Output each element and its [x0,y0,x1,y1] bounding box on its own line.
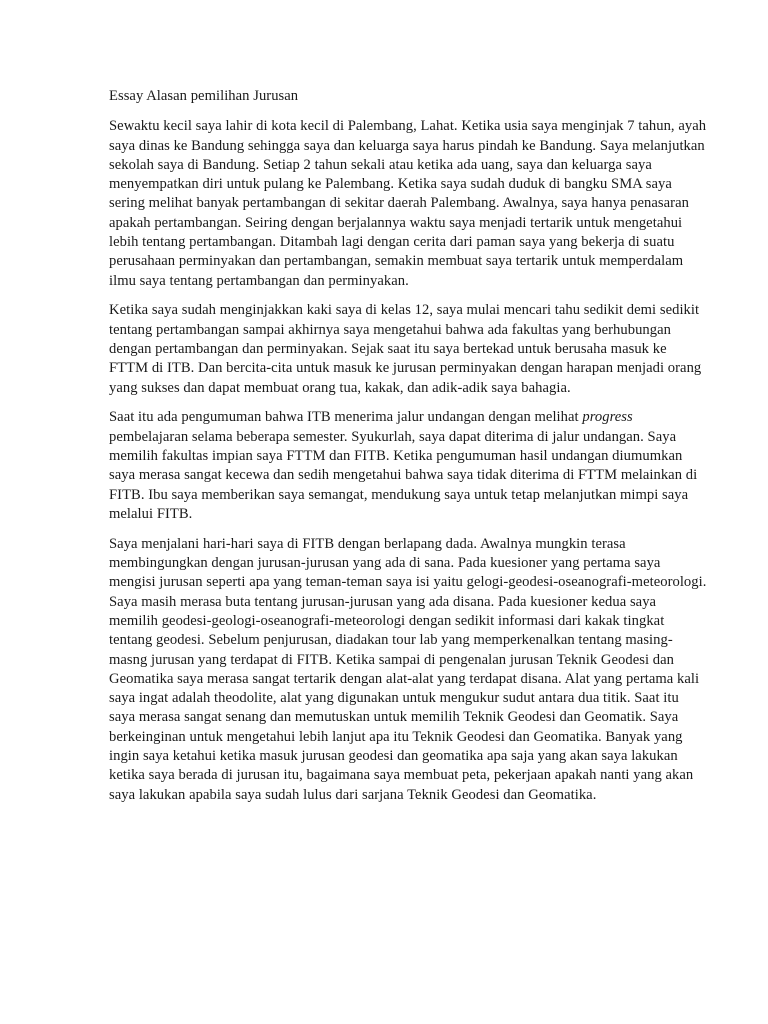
paragraph-1: Sewaktu kecil saya lahir di kota kecil di Palembang, Lahat. Ketika usia saya menginjak 7 tahun, ayah saya dinas ke Bandung sehingga saya dan keluarga saya harus pindah ke Bandung. Saya melanjutkan sekolah saya di Bandung. Setiap 2 tahun sekali atau ketika ada uang, saya dan keluarga saya menyempatkan diri untuk pulang ke Palembang. Ketika saya sudah duduk di bangku SMA saya sering melihat banyak pertambangan di sekitar daerah Palembang. Awalnya, saya hanya penasaran apakah pertambangan. Seiring dengan berjalannya waktu saya menjadi tertarik untuk mengetahui lebih tentang pertambangan. Ditambah lagi dengan cerita dari paman saya yang bekerja di suatu perusahaan perminyakan dan pertambangan, semakin membuat saya tertarik untuk memperdalam ilmu saya tentang pertambangan dan perminyakan. [109,118,707,289]
paragraph-3 [109,408,708,524]
paragraph-3-text-before: Saat itu ada pengumuman bahwa ITB menerima jalur undangan dengan melihat [109,409,583,426]
paragraph-2: Ketika saya sudah menginjakkan kaki saya di kelas 12, saya mulai mencari tahu sedikit demi sedikit tentang pertambangan sampai akhirnya saya mengetahui bahwa ada fakultas yang berhubungan dengan pertambangan dan perminyakan. Sejak saat itu saya bertekad untuk berusaha masuk ke FTTM di ITB. Dan bercita-cita untuk masuk ke jurusan perminyakan dengan harapan menjadi orang yang sukses dan dapat membuat orang tua, kakak, dan adik-adik saya bahagia. [109,302,702,396]
paragraph-3-italic-word: progress [582,409,633,426]
essay-title: Essay Alasan pemilihan Jurusan [109,88,299,104]
paragraph-4: Saya menjalani hari-hari saya di FITB dengan berlapang dada. Awalnya mungkin terasa membingungkan dengan jurusan-jurusan yang ada di sana. Pada kuesioner yang pertama saya mengisi jurusan seperti apa yang teman-teman saya isi yaitu gelogi-geodesi-oseanografi-meteorologi. Saya masih merasa buta tentang jurusan-jurusan yang ada disana. Pada kuesioner kedua saya memilih geodesi-geologi-oseanografi-meteorologi dengan sedikit informasi dari kakak tingkat tentang geodesi. Sebelum penjurusan, diadakan tour lab yang memperkenalkan tentang masing-masng jurusan yang terdapat di FITB. Ketika sampai di pengenalan jurusan Teknik Geodesi dan Geomatika saya merasa sangat tertarik dengan alat-alat yang terdapat disana. Alat yang pertama kali saya ingat adalah theodolite, alat yang digunakan untuk mengukur sudut antara dua titik. Saat itu saya merasa sangat senang dan memutuskan untuk memilih Teknik Geodesi dan Geomatik. Saya berkeinginan untuk mengetahui lebih lanjut apa itu Teknik Geodesi dan Geomatika. Banyak yang ingin saya ketahui ketika masuk jurusan geodesi dan geomatika apa saja yang akan saya lakukan ketika saya berada di jurusan itu, bagaimana saya membuat peta, pekerjaan apakah nanti yang akan saya lakukan apabila saya sudah lulus dari sarjana Teknik Geodesi dan Geomatika. [109,535,707,803]
paragraph-3-text-after: pembelajaran selama beberapa semester. Syukurlah, saya dapat diterima di jalur undangan. Saya memilih fakultas impian saya FTTM dan FITB. Ketika pengumuman hasil undangan diumumkan saya merasa sangat kecewa dan sedih mengetahui bahwa saya tidak diterima di FTTM melainkan di FITB. Ibu saya memberikan saya semangat, mendukung saya untuk tetap melanjutkan mimpi saya melalui FITB. [109,428,698,522]
